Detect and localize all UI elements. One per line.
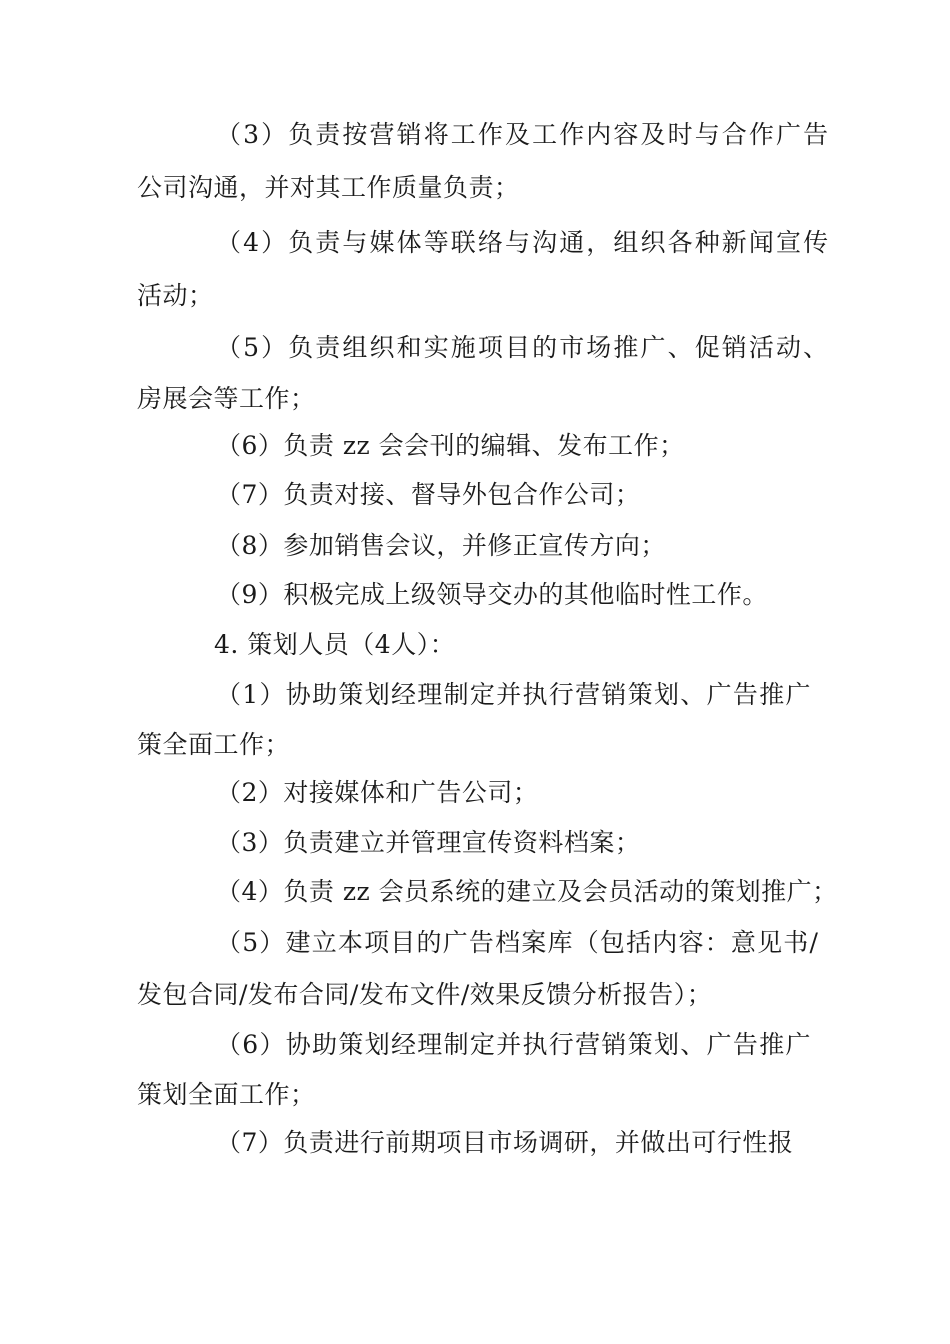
section-heading: 4. 策划人员（4人）：: [214, 630, 456, 659]
paragraph-line: 房展会等工作；: [137, 384, 316, 413]
paragraph-line: 公司沟通，并对其工作质量负责；: [137, 173, 520, 202]
paragraph-line: 策划全面工作；: [137, 1080, 316, 1109]
paragraph-line: （4）负责 zz 会员系统的建立及会员活动的策划推广；: [216, 877, 838, 906]
paragraph-line: （7）负责对接、督导外包合作公司；: [216, 480, 641, 509]
paragraph-line: （4）负责与媒体等联络与沟通，组织各种新闻宣传: [216, 228, 831, 257]
paragraph-line: （5）建立本项目的广告档案库（包括内容：意见书/: [216, 928, 820, 957]
paragraph-line: 活动；: [137, 281, 214, 310]
paragraph-line: （6）协助策划经理制定并执行营销策划、广告推广: [216, 1030, 812, 1059]
paragraph-line: （3）负责按营销将工作及工作内容及时与合作广告: [216, 120, 831, 149]
paragraph-line: （1）协助策划经理制定并执行营销策划、广告推广: [216, 680, 812, 709]
paragraph-line: （2）对接媒体和广告公司；: [216, 778, 539, 807]
paragraph-line: 发包合同/发布合同/发布文件/效果反馈分析报告）；: [137, 980, 713, 1009]
paragraph-line: （3）负责建立并管理宣传资料档案；: [216, 828, 641, 857]
paragraph-line: （9）积极完成上级领导交办的其他临时性工作。: [216, 580, 768, 609]
paragraph-line: （6）负责 zz 会会刊的编辑、发布工作；: [216, 431, 685, 460]
paragraph-line: （7）负责进行前期项目市场调研，并做出可行性报: [216, 1128, 794, 1157]
paragraph-line: （8）参加销售会议，并修正宣传方向；: [216, 531, 666, 560]
paragraph-line: 策全面工作；: [137, 730, 291, 759]
paragraph-line: （5）负责组织和实施项目的市场推广、促销活动、: [216, 333, 831, 362]
